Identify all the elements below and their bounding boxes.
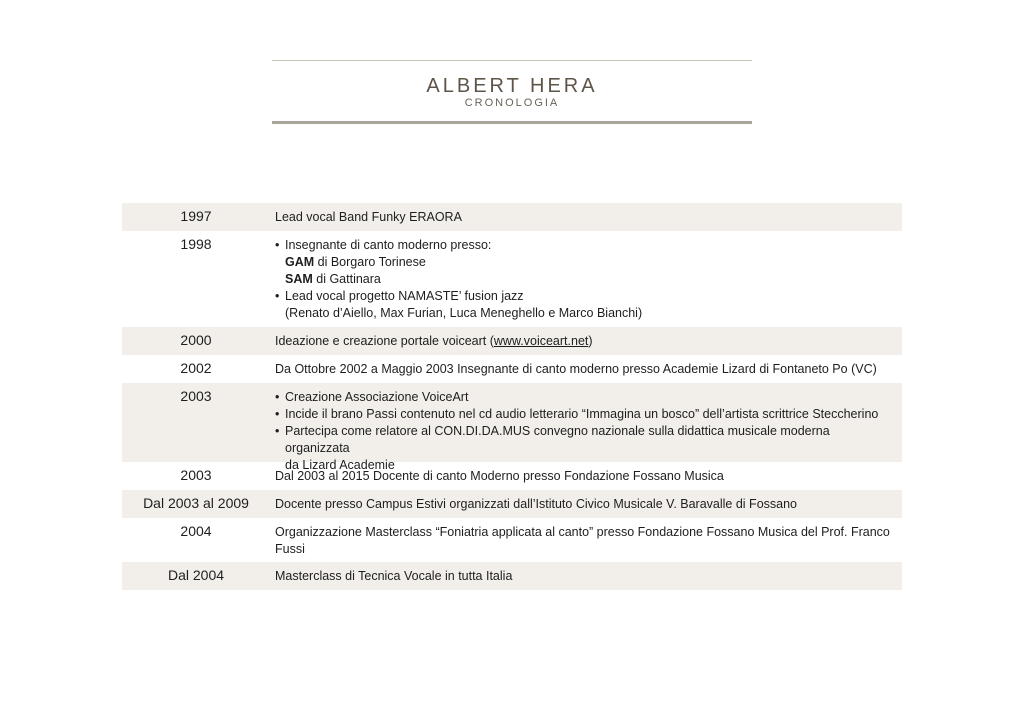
header-top-rule — [272, 60, 752, 61]
timeline-description — [270, 327, 902, 355]
timeline-row — [122, 231, 902, 327]
voiceart-link[interactable]: www.voiceart.net — [493, 334, 589, 348]
bullet-marker: • — [275, 407, 280, 421]
timeline-description: Organizzazione Masterclass “Foniatria applicata al canto” presso Fondazione Fossano Musica del Prof. Franco Fussi — [275, 525, 890, 556]
bullet-text: Lead vocal progetto NAMASTE’ fusion jazz — [285, 289, 524, 303]
bullet-text: Incide il brano Passi contenuto nel cd audio letterario “Immagina un bosco” dell’artista scrittrice Steccherino — [285, 407, 879, 421]
timeline-year: 2003 — [180, 388, 212, 404]
school-location: di Borgaro Torinese — [314, 255, 426, 269]
bullet-marker: • — [275, 424, 280, 438]
timeline-year: Dal 2003 al 2009 — [143, 495, 249, 511]
timeline-year: Dal 2004 — [167, 567, 225, 583]
timeline-row — [122, 203, 902, 231]
school-name: SAM — [285, 272, 313, 286]
timeline-year: 1998 — [180, 236, 212, 252]
timeline-year: 2002 — [180, 360, 212, 376]
timeline-table — [122, 203, 902, 590]
document-subtitle: CRONOLOGIA — [464, 97, 560, 109]
school-name: GAM — [285, 255, 315, 269]
bullet-marker: • — [275, 238, 280, 252]
timeline-year: 1997 — [180, 208, 212, 224]
timeline-row — [122, 383, 902, 472]
document-title: ALBERT HERA — [426, 75, 598, 97]
timeline-description — [270, 383, 902, 472]
timeline-description: Docente presso Campus Estivi organizzati dall’Istituto Civico Musicale V. Baravalle di Fossano — [275, 497, 797, 511]
timeline-row — [122, 490, 902, 518]
timeline-description: Masterclass di Tecnica Vocale in tutta Italia — [275, 569, 513, 583]
timeline-year: 2004 — [180, 523, 212, 539]
bullet-continuation: (Renato d’Aiello, Max Furian, Luca Meneghello e Marco Bianchi) — [285, 306, 643, 320]
bullet-text: Insegnante di canto moderno presso: — [285, 238, 492, 252]
document-header — [272, 60, 752, 125]
timeline-description: Da Ottobre 2002 a Maggio 2003 Insegnante di canto moderno presso Academie Lizard di Fontaneto Po (VC) — [275, 362, 877, 376]
bullet-marker: • — [275, 390, 280, 404]
timeline-description: Lead vocal Band Funky ERAORA — [275, 210, 462, 224]
header-bottom-rule — [272, 121, 752, 124]
timeline-row — [122, 462, 902, 490]
timeline-year: 2000 — [180, 332, 212, 348]
timeline-row — [122, 562, 902, 590]
timeline-row — [122, 518, 902, 562]
timeline-row — [122, 355, 902, 383]
timeline-description — [270, 231, 902, 327]
timeline-year: 2003 — [180, 467, 212, 483]
timeline-row — [122, 327, 902, 355]
bullet-text: Creazione Associazione VoiceArt — [285, 390, 469, 404]
description-text: ) — [588, 334, 593, 348]
timeline-description: Dal 2003 al 2015 Docente di canto Moderno presso Fondazione Fossano Musica — [275, 469, 724, 483]
school-location: di Gattinara — [312, 272, 381, 286]
description-text: Ideazione e creazione portale voiceart ( — [275, 334, 494, 348]
bullet-marker: • — [275, 289, 280, 303]
bullet-continuation: da Lizard Academie — [285, 458, 395, 472]
bullet-text: Partecipa come relatore al CON.DI.DA.MUS convegno nazionale sulla didattica musicale moderna organizzata — [285, 424, 830, 455]
